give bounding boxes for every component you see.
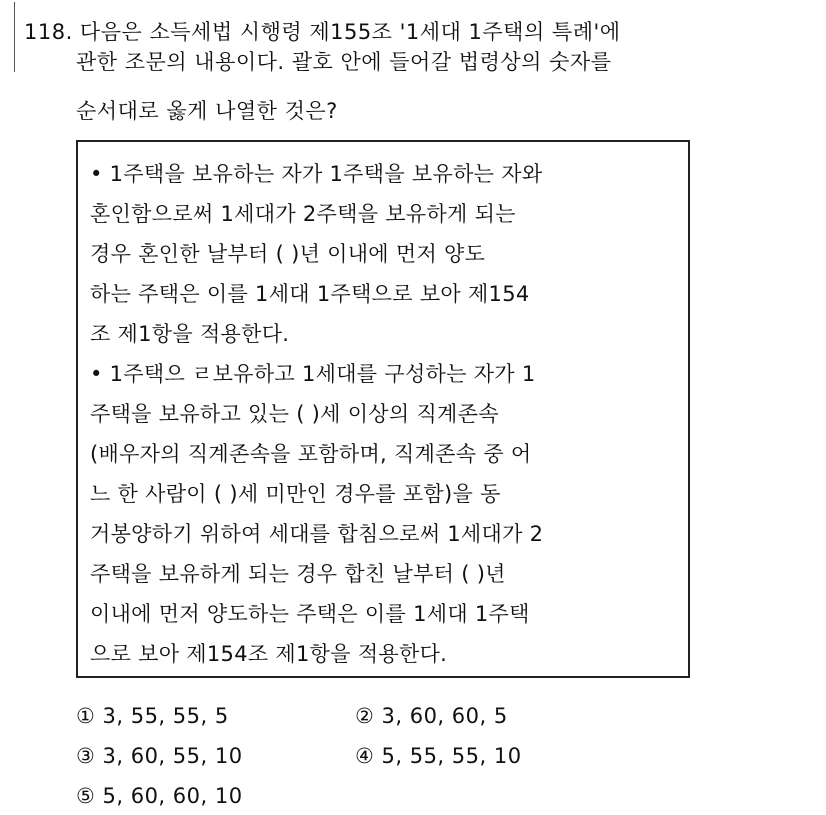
- statute-text-box: [76, 140, 690, 678]
- statute-line: 하는 주택은 이를 1세대 1주택으로 보아 제154: [90, 282, 530, 306]
- statute-line: (배우자의 직계존속을 포함하며, 직계존속 중 어: [90, 442, 532, 466]
- question-line: 118. 다음은 소득세법 시행령 제155조 '1세대 1주택의 특례'에: [24, 20, 621, 44]
- statute-line: 혼인함으로써 1세대가 2주택을 보유하게 되는: [90, 202, 516, 226]
- statute-line: 경우 혼인한 날부터 ( )년 이내에 먼저 양도: [90, 242, 486, 266]
- question-line: 관한 조문의 내용이다. 괄호 안에 들어갈 법령상의 숫자를: [76, 50, 612, 74]
- question-line: 순서대로 옳게 나열한 것은?: [76, 99, 338, 123]
- statute-line: 느 한 사람이 ( )세 미만인 경우를 포함)을 동: [90, 482, 501, 506]
- choice-1[interactable]: ① 3, 55, 55, 5: [76, 704, 229, 728]
- statute-line: 거봉양하기 위하여 세대를 합침으로써 1세대가 2: [90, 522, 544, 546]
- statute-line: 주택을 보유하게 되는 경우 합친 날부터 ( )년: [90, 562, 506, 586]
- choice-4[interactable]: ④ 5, 55, 55, 10: [355, 744, 522, 768]
- choice-5[interactable]: ⑤ 5, 60, 60, 10: [76, 784, 243, 808]
- statute-line: • 1주택으 ㄹ보유하고 1세대를 구성하는 자가 1: [90, 362, 536, 386]
- statute-line: 조 제1항을 적용한다.: [90, 322, 290, 346]
- statute-line: 이내에 먼저 양도하는 주택은 이를 1세대 1주택: [90, 602, 530, 626]
- choice-3[interactable]: ③ 3, 60, 55, 10: [76, 744, 243, 768]
- choice-2[interactable]: ② 3, 60, 60, 5: [355, 704, 508, 728]
- statute-line: 으로 보아 제154조 제1항을 적용한다.: [90, 642, 448, 666]
- statute-line: 주택을 보유하고 있는 ( )세 이상의 직계존속: [90, 402, 499, 426]
- left-margin-rule: [14, 2, 15, 72]
- statute-line: • 1주택을 보유하는 자가 1주택을 보유하는 자와: [90, 162, 543, 186]
